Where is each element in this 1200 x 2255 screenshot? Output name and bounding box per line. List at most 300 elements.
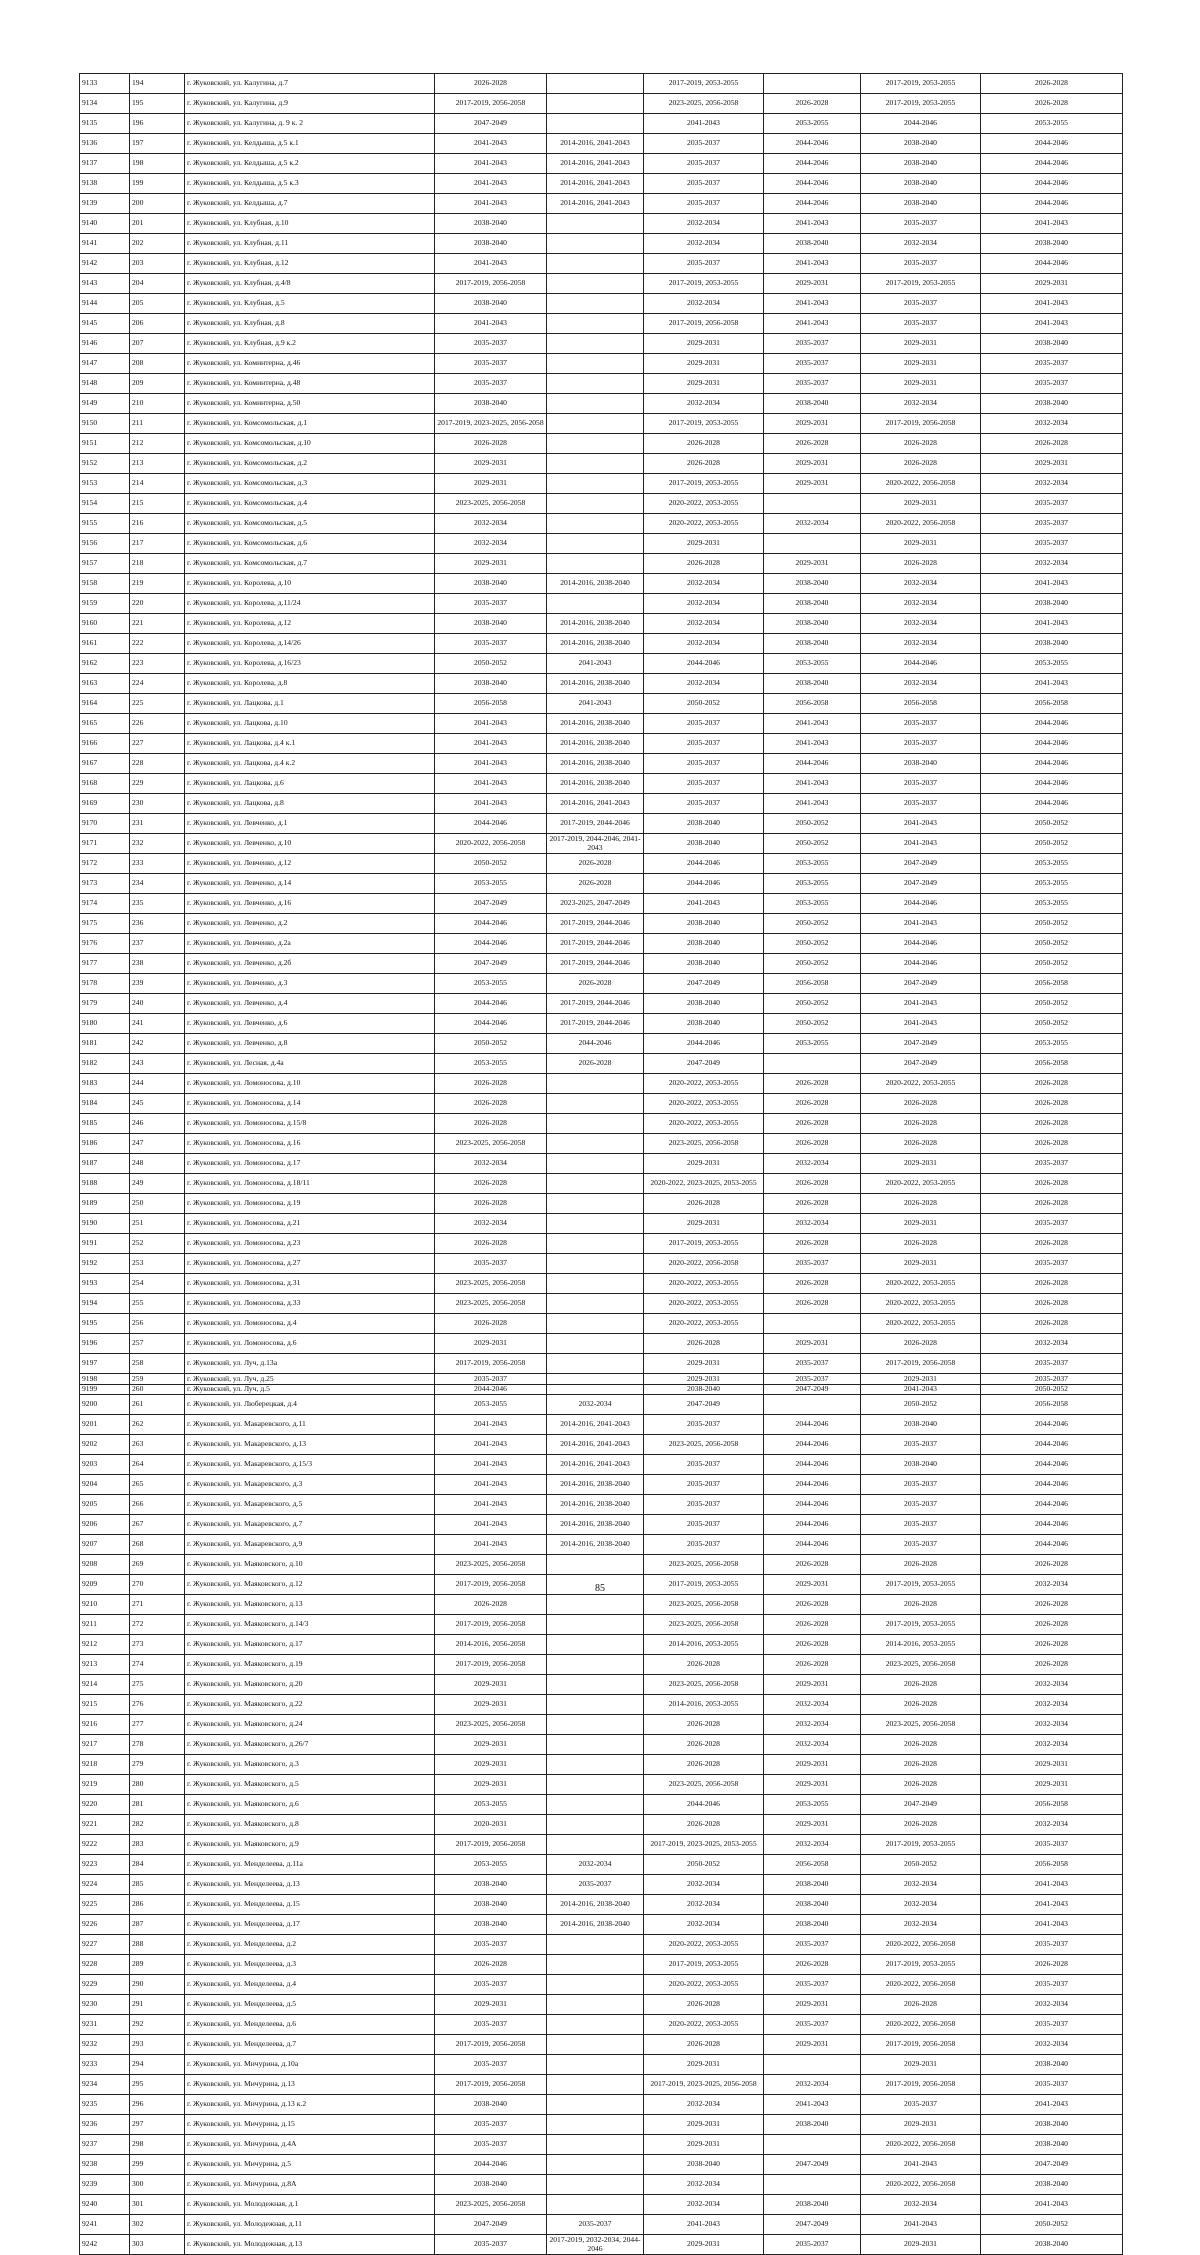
- cell-period-col-1: 2017-2019, 2056-2058: [435, 1575, 547, 1595]
- cell-period-col-4: 2029-2031: [764, 474, 861, 494]
- cell-item-number: 286: [130, 1895, 185, 1915]
- cell-row-number: 9167: [80, 754, 130, 774]
- cell-period-col-4: 2035-2037: [764, 1975, 861, 1995]
- cell-period-col-6: 2032-2034: [981, 1815, 1123, 1835]
- cell-period-col-5: 2026-2028: [861, 554, 981, 574]
- cell-row-number: 9211: [80, 1615, 130, 1635]
- cell-period-col-1: 2035-2037: [435, 334, 547, 354]
- cell-period-col-2: 2014-2016, 2038-2040: [547, 1535, 644, 1555]
- cell-period-col-6: 2026-2028: [981, 94, 1123, 114]
- cell-row-number: 9195: [80, 1314, 130, 1334]
- cell-period-col-2: [547, 1755, 644, 1775]
- cell-row-number: 9136: [80, 134, 130, 154]
- cell-period-col-3: 2035-2037: [644, 1515, 764, 1535]
- cell-item-number: 225: [130, 694, 185, 714]
- cell-item-number: 271: [130, 1595, 185, 1615]
- table-row: [80, 2215, 1123, 2235]
- cell-address: г. Жуковский, ул. Маяковского, д.20: [185, 1675, 435, 1695]
- table-row: [80, 1034, 1123, 1054]
- cell-period-col-5: 2047-2049: [861, 854, 981, 874]
- cell-address: г. Жуковский, ул. Мичурина, д.5: [185, 2155, 435, 2175]
- table-row: [80, 1815, 1123, 1835]
- cell-period-col-5: 2041-2043: [861, 814, 981, 834]
- cell-period-col-6: 2035-2037: [981, 494, 1123, 514]
- cell-row-number: 9172: [80, 854, 130, 874]
- cell-item-number: 234: [130, 874, 185, 894]
- cell-row-number: 9231: [80, 2015, 130, 2035]
- cell-period-col-5: 2035-2037: [861, 774, 981, 794]
- cell-period-col-6: 2026-2028: [981, 1595, 1123, 1615]
- cell-period-col-4: 2032-2034: [764, 514, 861, 534]
- cell-row-number: 9192: [80, 1254, 130, 1274]
- cell-period-col-3: 2032-2034: [644, 234, 764, 254]
- cell-period-col-3: 2020-2022, 2053-2055: [644, 1314, 764, 1334]
- cell-period-col-3: 2035-2037: [644, 174, 764, 194]
- cell-item-number: 266: [130, 1495, 185, 1515]
- cell-address: г. Жуковский, ул. Ломоносова, д.33: [185, 1294, 435, 1314]
- cell-period-col-6: 2050-2052: [981, 814, 1123, 834]
- cell-row-number: 9171: [80, 834, 130, 854]
- cell-period-col-3: 2035-2037: [644, 754, 764, 774]
- cell-period-col-6: 2035-2037: [981, 1154, 1123, 1174]
- cell-item-number: 273: [130, 1635, 185, 1655]
- page-number: 85: [595, 1583, 605, 1594]
- cell-period-col-2: 2026-2028: [547, 1054, 644, 1074]
- cell-address: г. Жуковский, ул. Менделеева, д.7: [185, 2035, 435, 2055]
- cell-period-col-6: 2041-2043: [981, 1895, 1123, 1915]
- cell-period-col-6: 2026-2028: [981, 1294, 1123, 1314]
- cell-period-col-4: 2044-2046: [764, 154, 861, 174]
- cell-period-col-5: 2026-2028: [861, 1555, 981, 1575]
- cell-period-col-1: 2041-2043: [435, 794, 547, 814]
- cell-period-col-5: 2029-2031: [861, 1374, 981, 1385]
- cell-item-number: 221: [130, 614, 185, 634]
- cell-period-col-3: 2038-2040: [644, 1384, 764, 1395]
- cell-period-col-5: 2020-2022, 2056-2058: [861, 2135, 981, 2155]
- cell-period-col-4: 2041-2043: [764, 774, 861, 794]
- cell-period-col-1: 2026-2028: [435, 1174, 547, 1194]
- cell-period-col-4: 2047-2049: [764, 2155, 861, 2175]
- cell-period-col-5: 2041-2043: [861, 834, 981, 854]
- cell-address: г. Жуковский, ул. Маяковского, д.14/3: [185, 1615, 435, 1635]
- cell-period-col-5: 2032-2034: [861, 394, 981, 414]
- table-row: [80, 1395, 1123, 1415]
- table-row: [80, 1515, 1123, 1535]
- cell-row-number: 9141: [80, 234, 130, 254]
- cell-period-col-5: 2035-2037: [861, 734, 981, 754]
- cell-period-col-3: 2023-2025, 2056-2058: [644, 1615, 764, 1635]
- cell-row-number: 9227: [80, 1935, 130, 1955]
- cell-address: г. Жуковский, ул. Ломоносова, д.14: [185, 1094, 435, 1114]
- cell-item-number: 288: [130, 1935, 185, 1955]
- cell-period-col-1: 2038-2040: [435, 674, 547, 694]
- cell-period-col-4: 2041-2043: [764, 794, 861, 814]
- cell-period-col-6: 2029-2031: [981, 274, 1123, 294]
- cell-item-number: 301: [130, 2195, 185, 2215]
- cell-period-col-2: [547, 1074, 644, 1094]
- cell-period-col-6: 2026-2028: [981, 1194, 1123, 1214]
- cell-address: г. Жуковский, ул. Макаревского, д.11: [185, 1415, 435, 1435]
- cell-period-col-4: 2026-2028: [764, 1174, 861, 1194]
- cell-row-number: 9177: [80, 954, 130, 974]
- cell-period-col-2: [547, 254, 644, 274]
- cell-item-number: 279: [130, 1755, 185, 1775]
- cell-period-col-1: 2035-2037: [435, 1935, 547, 1955]
- table-row: [80, 434, 1123, 454]
- cell-address: г. Жуковский, ул. Менделеева, д.15: [185, 1895, 435, 1915]
- cell-period-col-3: 2026-2028: [644, 1194, 764, 1214]
- cell-period-col-4: 2038-2040: [764, 394, 861, 414]
- cell-period-col-6: 2026-2028: [981, 1955, 1123, 1975]
- cell-period-col-3: 2014-2016, 2053-2055: [644, 1635, 764, 1655]
- cell-address: г. Жуковский, ул. Клубная, д.5: [185, 294, 435, 314]
- cell-row-number: 9139: [80, 194, 130, 214]
- cell-period-col-6: 2044-2046: [981, 1515, 1123, 1535]
- cell-period-col-2: [547, 214, 644, 234]
- cell-period-col-2: 2041-2043: [547, 694, 644, 714]
- cell-row-number: 9154: [80, 494, 130, 514]
- cell-period-col-3: 2029-2031: [644, 1354, 764, 1374]
- table-row: [80, 254, 1123, 274]
- cell-period-col-3: 2026-2028: [644, 1735, 764, 1755]
- cell-period-col-1: 2041-2043: [435, 714, 547, 734]
- cell-period-col-3: 2026-2028: [644, 554, 764, 574]
- cell-period-col-6: 2026-2028: [981, 1234, 1123, 1254]
- cell-period-col-1: 2053-2055: [435, 1054, 547, 1074]
- cell-period-col-5: 2020-2022, 2053-2055: [861, 1314, 981, 1334]
- cell-address: г. Жуковский, ул. Маяковского, д.26/7: [185, 1735, 435, 1755]
- table-row: [80, 534, 1123, 554]
- cell-period-col-1: 2041-2043: [435, 774, 547, 794]
- cell-period-col-2: [547, 1935, 644, 1955]
- cell-address: г. Жуковский, ул. Луч, д.5: [185, 1384, 435, 1395]
- cell-period-col-1: 2035-2037: [435, 2115, 547, 2135]
- cell-period-col-3: 2017-2019, 2023-2025, 2056-2058: [644, 2075, 764, 2095]
- cell-address: г. Жуковский, ул. Келдыша, д.5 к.1: [185, 134, 435, 154]
- cell-item-number: 255: [130, 1294, 185, 1314]
- cell-address: г. Жуковский, ул. Комсомольская, д.1: [185, 414, 435, 434]
- cell-period-col-4: 2044-2046: [764, 194, 861, 214]
- cell-item-number: 297: [130, 2115, 185, 2135]
- cell-period-col-1: 2029-2031: [435, 554, 547, 574]
- cell-item-number: 203: [130, 254, 185, 274]
- cell-period-col-4: [764, 2135, 861, 2155]
- cell-period-col-1: 2023-2025, 2056-2058: [435, 1274, 547, 1294]
- cell-period-col-3: 2038-2040: [644, 934, 764, 954]
- cell-address: г. Жуковский, ул. Ломоносова, д.21: [185, 1214, 435, 1234]
- cell-period-col-5: 2035-2037: [861, 794, 981, 814]
- cell-period-col-2: [547, 354, 644, 374]
- cell-item-number: 216: [130, 514, 185, 534]
- cell-period-col-2: 2014-2016, 2038-2040: [547, 674, 644, 694]
- cell-row-number: 9230: [80, 1995, 130, 2015]
- cell-period-col-5: 2026-2028: [861, 1695, 981, 1715]
- table-row: [80, 894, 1123, 914]
- cell-row-number: 9236: [80, 2115, 130, 2135]
- cell-row-number: 9184: [80, 1094, 130, 1114]
- cell-period-col-3: 2038-2040: [644, 2155, 764, 2175]
- cell-period-col-6: 2044-2046: [981, 1415, 1123, 1435]
- cell-item-number: 219: [130, 574, 185, 594]
- cell-period-col-1: 2038-2040: [435, 614, 547, 634]
- cell-period-col-2: 2014-2016, 2038-2040: [547, 1495, 644, 1515]
- table-row: [80, 1795, 1123, 1815]
- table-row: [80, 2235, 1123, 2255]
- cell-period-col-6: 2026-2028: [981, 1274, 1123, 1294]
- cell-item-number: 300: [130, 2175, 185, 2195]
- cell-period-col-1: 2017-2019, 2056-2058: [435, 1615, 547, 1635]
- cell-period-col-4: 2029-2031: [764, 1775, 861, 1795]
- cell-period-col-3: 2029-2031: [644, 1154, 764, 1174]
- cell-item-number: 229: [130, 774, 185, 794]
- cell-period-col-6: 2041-2043: [981, 674, 1123, 694]
- cell-period-col-4: 2035-2037: [764, 334, 861, 354]
- cell-period-col-5: 2026-2028: [861, 1194, 981, 1214]
- cell-address: г. Жуковский, ул. Маяковского, д.13: [185, 1595, 435, 1615]
- document-table-container: [79, 73, 1122, 2255]
- cell-period-col-2: 2017-2019, 2032-2034, 2044-2046: [547, 2235, 644, 2255]
- cell-period-col-3: 2023-2025, 2056-2058: [644, 1134, 764, 1154]
- cell-period-col-2: [547, 1715, 644, 1735]
- cell-period-col-3: 2029-2031: [644, 374, 764, 394]
- cell-period-col-3: 2026-2028: [644, 1655, 764, 1675]
- table-row: [80, 414, 1123, 434]
- cell-period-col-1: 2026-2028: [435, 74, 547, 94]
- table-row: [80, 514, 1123, 534]
- cell-period-col-1: 2038-2040: [435, 234, 547, 254]
- cell-address: г. Жуковский, ул. Маяковского, д.8: [185, 1815, 435, 1835]
- cell-period-col-2: [547, 594, 644, 614]
- cell-period-col-3: 2029-2031: [644, 2055, 764, 2075]
- table-row: [80, 1775, 1123, 1795]
- cell-period-col-3: 2044-2046: [644, 874, 764, 894]
- cell-period-col-1: 2038-2040: [435, 394, 547, 414]
- cell-period-col-4: 2035-2037: [764, 2015, 861, 2035]
- cell-address: г. Жуковский, ул. Мичурина, д.15: [185, 2115, 435, 2135]
- cell-period-col-1: 2029-2031: [435, 454, 547, 474]
- cell-period-col-6: 2026-2028: [981, 1074, 1123, 1094]
- cell-row-number: 9209: [80, 1575, 130, 1595]
- cell-period-col-5: 2026-2028: [861, 1755, 981, 1775]
- table-row: [80, 814, 1123, 834]
- cell-period-col-5: 2032-2034: [861, 1895, 981, 1915]
- cell-row-number: 9155: [80, 514, 130, 534]
- cell-period-col-6: 2032-2034: [981, 1995, 1123, 2015]
- cell-period-col-4: 2050-2052: [764, 914, 861, 934]
- cell-period-col-5: 2026-2028: [861, 1735, 981, 1755]
- cell-period-col-4: 2029-2031: [764, 1815, 861, 1835]
- cell-period-col-1: 2032-2034: [435, 534, 547, 554]
- cell-period-col-4: 2050-2052: [764, 1014, 861, 1034]
- cell-period-col-6: 2044-2046: [981, 1495, 1123, 1515]
- cell-period-col-5: 2041-2043: [861, 2215, 981, 2235]
- cell-period-col-1: 2053-2055: [435, 1795, 547, 1815]
- cell-row-number: 9219: [80, 1775, 130, 1795]
- cell-period-col-3: 2047-2049: [644, 974, 764, 994]
- cell-item-number: 276: [130, 1695, 185, 1715]
- cell-period-col-4: [764, 74, 861, 94]
- cell-period-col-1: 2029-2031: [435, 1775, 547, 1795]
- cell-address: г. Жуковский, ул. Мичурина, д.13: [185, 2075, 435, 2095]
- table-row: [80, 1955, 1123, 1975]
- cell-period-col-5: 2029-2031: [861, 1214, 981, 1234]
- cell-period-col-1: 2017-2019, 2056-2058: [435, 2075, 547, 2095]
- cell-period-col-4: 2029-2031: [764, 1755, 861, 1775]
- cell-period-col-3: 2050-2052: [644, 1855, 764, 1875]
- cell-item-number: 277: [130, 1715, 185, 1735]
- cell-address: г. Жуковский, ул. Калугина, д. 9 к. 2: [185, 114, 435, 134]
- cell-period-col-6: 2026-2028: [981, 1094, 1123, 1114]
- cell-row-number: 9162: [80, 654, 130, 674]
- cell-period-col-1: 2038-2040: [435, 2175, 547, 2195]
- cell-period-col-1: 2026-2028: [435, 1234, 547, 1254]
- cell-period-col-5: 2017-2019, 2053-2055: [861, 1955, 981, 1975]
- table-row: [80, 1114, 1123, 1134]
- cell-period-col-5: 2014-2016, 2053-2055: [861, 1635, 981, 1655]
- cell-period-col-3: 2035-2037: [644, 774, 764, 794]
- cell-period-col-5: 2020-2022, 2053-2055: [861, 1074, 981, 1094]
- cell-period-col-5: 2044-2046: [861, 954, 981, 974]
- cell-period-col-6: 2053-2055: [981, 654, 1123, 674]
- cell-period-col-2: [547, 1384, 644, 1395]
- cell-period-col-6: 2041-2043: [981, 614, 1123, 634]
- cell-period-col-5: 2020-2022, 2056-2058: [861, 474, 981, 494]
- cell-period-col-2: [547, 1815, 644, 1835]
- cell-row-number: 9226: [80, 1915, 130, 1935]
- cell-period-col-5: 2035-2037: [861, 1435, 981, 1455]
- cell-item-number: 244: [130, 1074, 185, 1094]
- cell-period-col-6: 2038-2040: [981, 334, 1123, 354]
- cell-row-number: 9210: [80, 1595, 130, 1615]
- cell-address: г. Жуковский, ул. Маяковского, д.10: [185, 1555, 435, 1575]
- cell-row-number: 9220: [80, 1795, 130, 1815]
- cell-row-number: 9165: [80, 714, 130, 734]
- table-row: [80, 1374, 1123, 1385]
- cell-period-col-4: 2041-2043: [764, 254, 861, 274]
- cell-period-col-2: [547, 1675, 644, 1695]
- cell-period-col-4: 2035-2037: [764, 1354, 861, 1374]
- cell-period-col-6: 2050-2052: [981, 954, 1123, 974]
- cell-address: г. Жуковский, ул. Макаревского, д.13: [185, 1435, 435, 1455]
- table-row: [80, 1334, 1123, 1354]
- cell-period-col-2: [547, 1374, 644, 1385]
- cell-period-col-5: 2032-2034: [861, 674, 981, 694]
- cell-row-number: 9237: [80, 2135, 130, 2155]
- table-row: [80, 2135, 1123, 2155]
- cell-period-col-6: 2044-2046: [981, 254, 1123, 274]
- cell-address: г. Жуковский, ул. Левченко, д.3: [185, 974, 435, 994]
- cell-row-number: 9142: [80, 254, 130, 274]
- cell-address: г. Жуковский, ул. Комсомольская, д.4: [185, 494, 435, 514]
- cell-period-col-2: 2017-2019, 2044-2046: [547, 914, 644, 934]
- cell-period-col-1: 2041-2043: [435, 174, 547, 194]
- cell-period-col-5: 2035-2037: [861, 314, 981, 334]
- cell-period-col-2: 2014-2016, 2038-2040: [547, 634, 644, 654]
- cell-period-col-2: 2017-2019, 2044-2046: [547, 934, 644, 954]
- cell-period-col-1: 2026-2028: [435, 1194, 547, 1214]
- cell-address: г. Жуковский, ул. Клубная, д.9 к.2: [185, 334, 435, 354]
- cell-period-col-2: [547, 394, 644, 414]
- cell-period-col-4: 2026-2028: [764, 1555, 861, 1575]
- cell-address: г. Жуковский, ул. Левченко, д.1: [185, 814, 435, 834]
- cell-item-number: 236: [130, 914, 185, 934]
- cell-period-col-1: 2053-2055: [435, 874, 547, 894]
- cell-period-col-5: 2029-2031: [861, 1254, 981, 1274]
- cell-period-col-1: 2017-2019, 2056-2058: [435, 1354, 547, 1374]
- cell-item-number: 261: [130, 1395, 185, 1415]
- cell-period-col-2: [547, 1555, 644, 1575]
- cell-period-col-4: 2044-2046: [764, 1475, 861, 1495]
- table-row: [80, 2175, 1123, 2195]
- cell-period-col-6: 2044-2046: [981, 714, 1123, 734]
- cell-period-col-1: 2017-2019, 2056-2058: [435, 1835, 547, 1855]
- cell-row-number: 9234: [80, 2075, 130, 2095]
- cell-period-col-6: 2032-2034: [981, 1695, 1123, 1715]
- table-row: [80, 474, 1123, 494]
- cell-period-col-5: 2017-2019, 2056-2058: [861, 1354, 981, 1374]
- cell-period-col-1: 2044-2046: [435, 914, 547, 934]
- cell-period-col-6: 2044-2046: [981, 1475, 1123, 1495]
- cell-period-col-4: 2050-2052: [764, 814, 861, 834]
- cell-period-col-4: 2032-2034: [764, 2075, 861, 2095]
- cell-period-col-1: 2032-2034: [435, 514, 547, 534]
- table-row: [80, 1835, 1123, 1855]
- cell-period-col-4: 2035-2037: [764, 1935, 861, 1955]
- cell-period-col-5: 2029-2031: [861, 2235, 981, 2255]
- cell-period-col-3: 2026-2028: [644, 1815, 764, 1835]
- cell-period-col-1: 2032-2034: [435, 1154, 547, 1174]
- cell-period-col-2: [547, 2155, 644, 2175]
- cell-period-col-4: 2044-2046: [764, 134, 861, 154]
- table-row: [80, 594, 1123, 614]
- cell-period-col-3: 2029-2031: [644, 1374, 764, 1385]
- cell-period-col-3: 2029-2031: [644, 1214, 764, 1234]
- cell-period-col-3: 2041-2043: [644, 894, 764, 914]
- cell-period-col-6: 2032-2034: [981, 414, 1123, 434]
- table-row: [80, 1635, 1123, 1655]
- cell-period-col-1: 2035-2037: [435, 1975, 547, 1995]
- cell-period-col-5: 2017-2019, 2056-2058: [861, 2075, 981, 2095]
- cell-address: г. Жуковский, ул. Комсомольская, д.2: [185, 454, 435, 474]
- cell-row-number: 9156: [80, 534, 130, 554]
- table-row: [80, 834, 1123, 854]
- cell-period-col-4: 2026-2028: [764, 1615, 861, 1635]
- cell-address: г. Жуковский, ул. Комсомольская, д.6: [185, 534, 435, 554]
- cell-address: г. Жуковский, ул. Левченко, д.2б: [185, 954, 435, 974]
- cell-item-number: 241: [130, 1014, 185, 1034]
- table-row: [80, 874, 1123, 894]
- cell-period-col-1: 2029-2031: [435, 1735, 547, 1755]
- cell-address: г. Жуковский, ул. Люберецкая, д.4: [185, 1395, 435, 1415]
- cell-period-col-6: 2038-2040: [981, 2135, 1123, 2155]
- cell-period-col-4: 2050-2052: [764, 934, 861, 954]
- cell-address: г. Жуковский, ул. Макаревского, д.5: [185, 1495, 435, 1515]
- table-row: [80, 1234, 1123, 1254]
- cell-period-col-4: [764, 2175, 861, 2195]
- cell-row-number: 9164: [80, 694, 130, 714]
- cell-period-col-4: 2044-2046: [764, 1515, 861, 1535]
- cell-period-col-6: 2053-2055: [981, 874, 1123, 894]
- cell-period-col-5: 2038-2040: [861, 194, 981, 214]
- cell-period-col-6: 2029-2031: [981, 454, 1123, 474]
- cell-period-col-6: 2032-2034: [981, 1575, 1123, 1595]
- cell-address: г. Жуковский, ул. Ломоносова, д.31: [185, 1274, 435, 1294]
- cell-row-number: 9217: [80, 1735, 130, 1755]
- cell-period-col-3: 2032-2034: [644, 1915, 764, 1935]
- cell-period-col-3: 2032-2034: [644, 2175, 764, 2195]
- cell-period-col-1: 2053-2055: [435, 1855, 547, 1875]
- cell-period-col-5: 2029-2031: [861, 494, 981, 514]
